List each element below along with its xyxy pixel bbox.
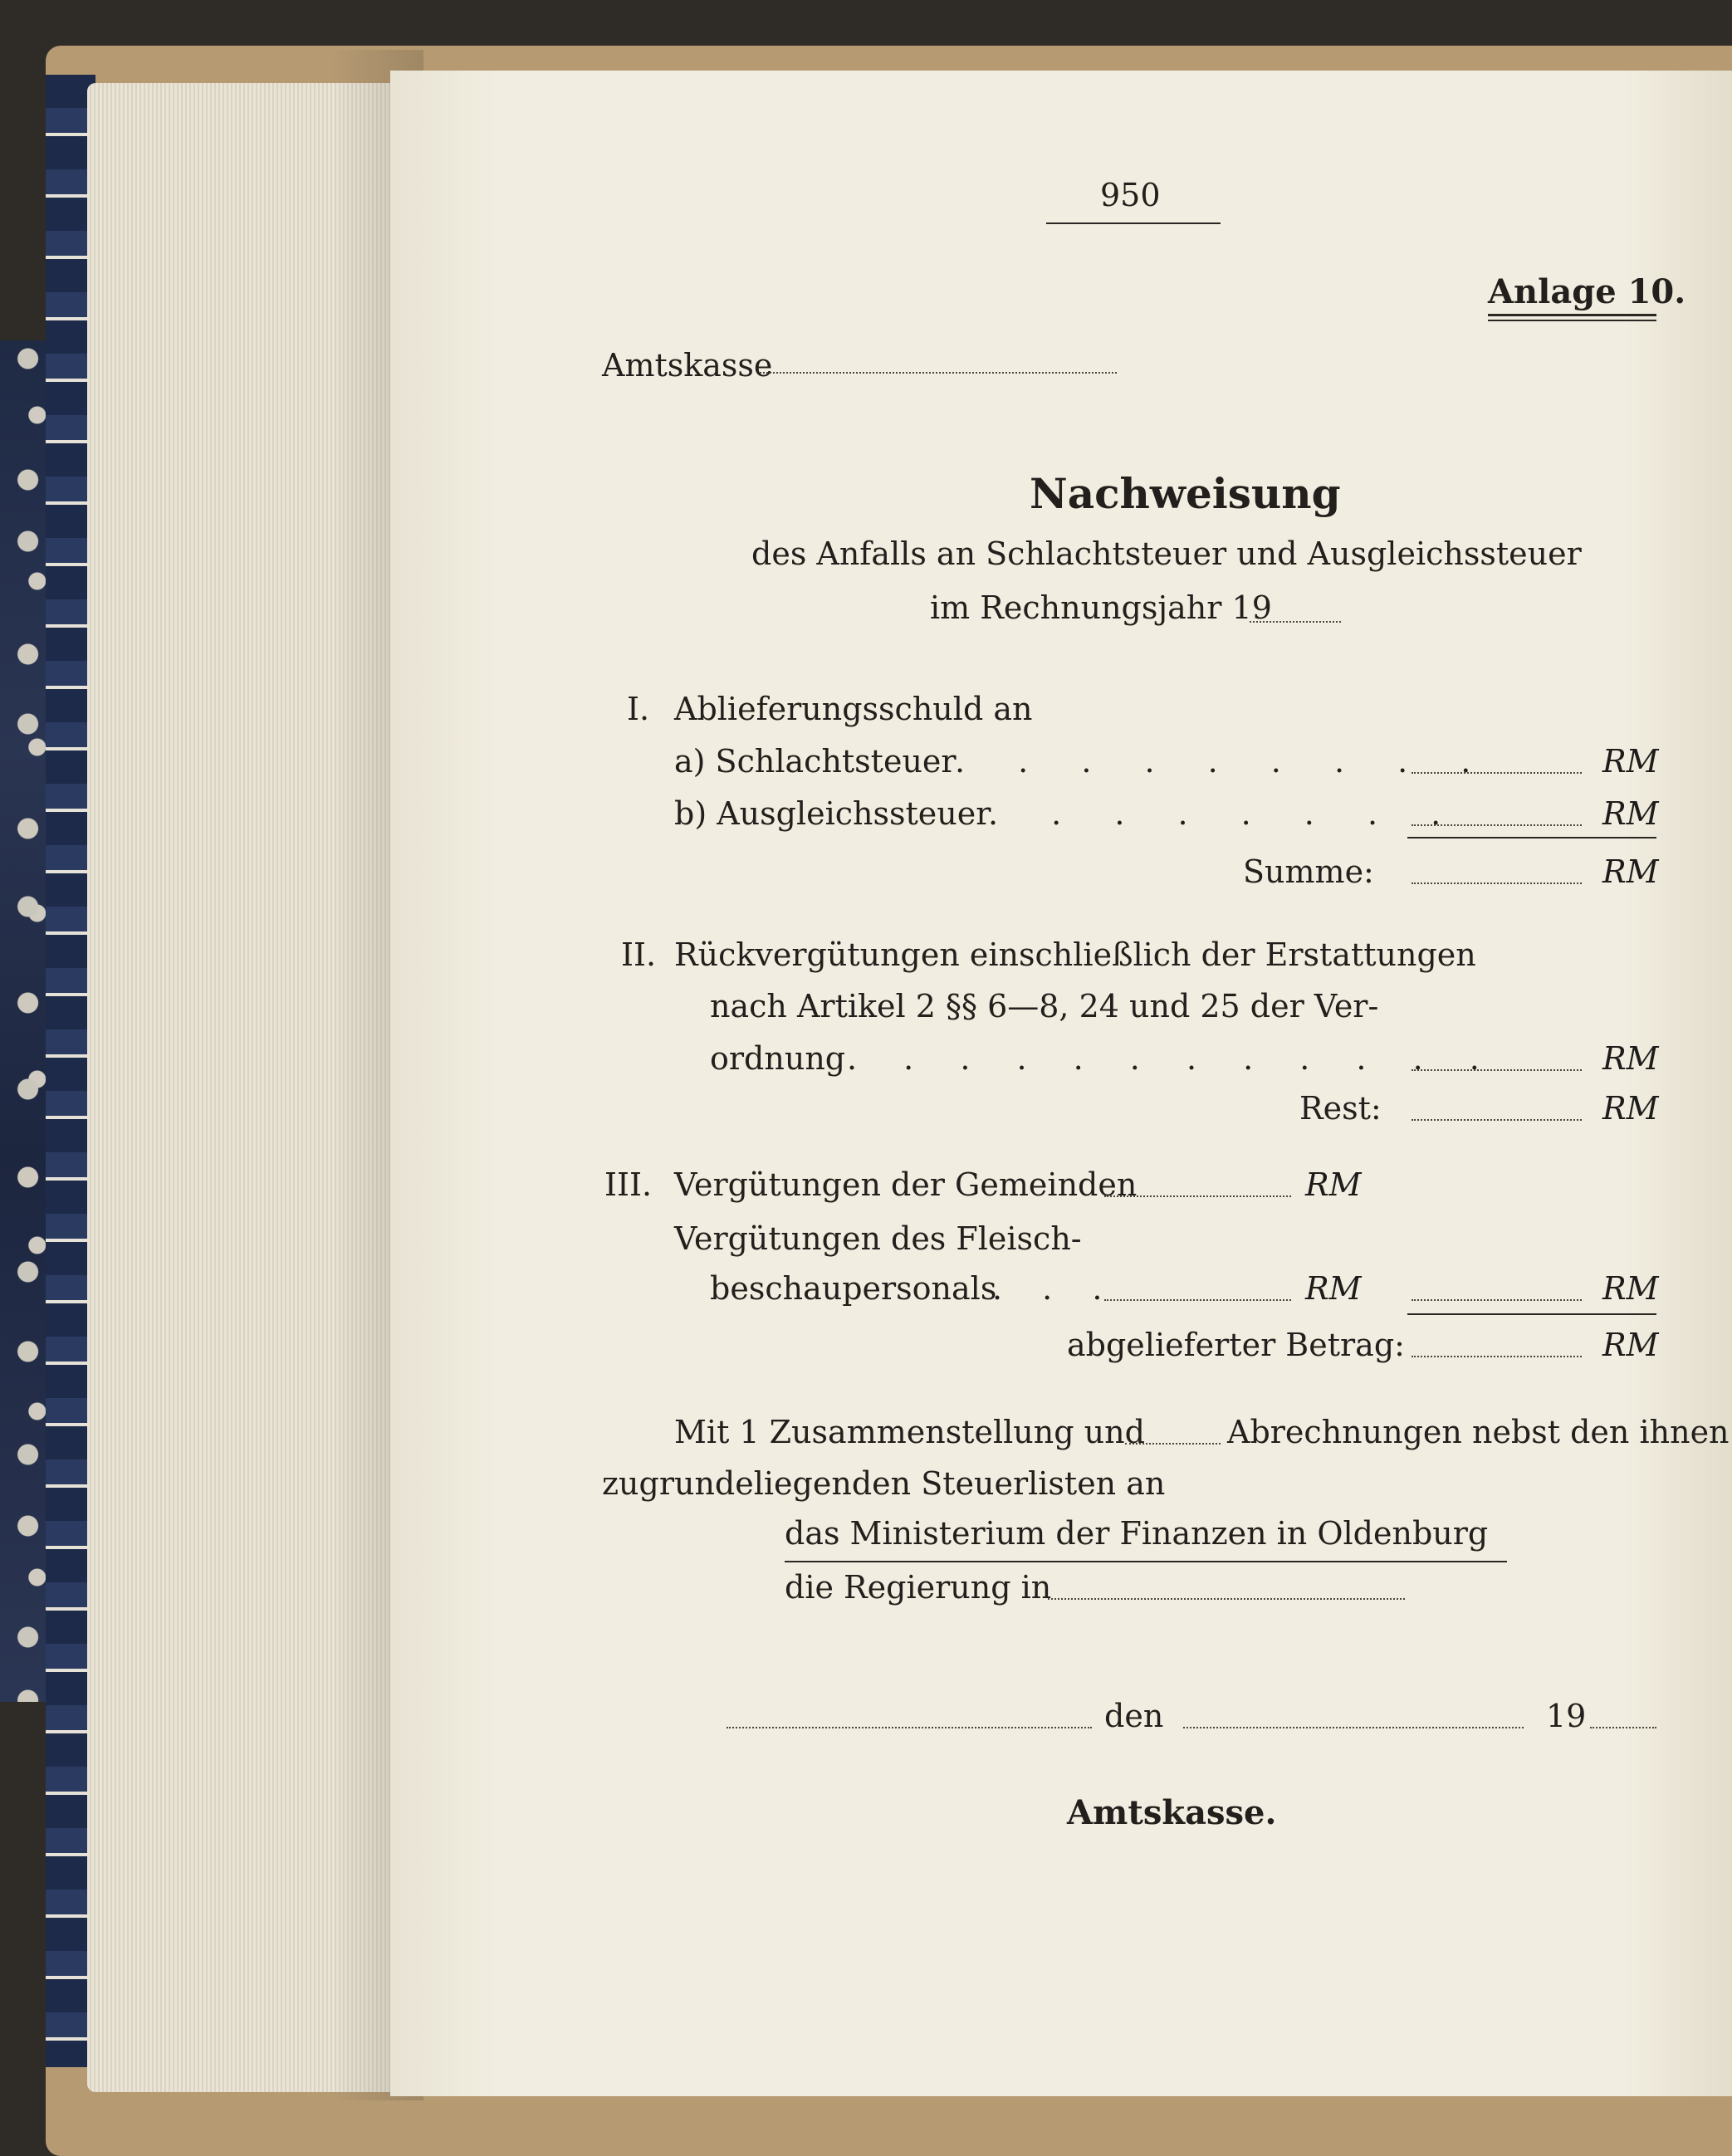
- page-paper: [390, 71, 1732, 2096]
- sum-rule: [1407, 837, 1656, 838]
- currency-rm: RM: [1602, 795, 1659, 832]
- section-III-delivered-label: abgelieferter Betrag:: [1067, 1327, 1405, 1363]
- section-II-line3: ordnung: [710, 1040, 846, 1077]
- section-II-line2: nach Artikel 2 §§ 6—8, 24 und 25 der Ver-: [710, 988, 1379, 1024]
- delivered-amount-field[interactable]: [1412, 1356, 1582, 1357]
- page-number-rule: [1046, 222, 1221, 224]
- section-I-numeral: I.: [627, 691, 650, 727]
- document-subtitle-2: im Rechnungsjahr 19: [930, 589, 1272, 626]
- recipient-government: die Regierung in: [785, 1569, 1052, 1606]
- refunds-amount-field[interactable]: [1412, 1069, 1582, 1071]
- year-suffix-field[interactable]: [1590, 1727, 1656, 1728]
- section-I-heading: Ablieferungsschuld an: [674, 691, 1033, 727]
- date-den: den: [1104, 1698, 1164, 1734]
- closing-line1-a: Mit 1 Zusammenstellung und: [674, 1414, 1145, 1450]
- statements-count-field[interactable]: [1125, 1443, 1221, 1445]
- fiscal-year-field[interactable]: [1250, 621, 1341, 623]
- sum-amount-field[interactable]: [1412, 882, 1582, 884]
- currency-rm: RM: [1602, 743, 1659, 780]
- closing-line1-b: Abrechnungen nebst den ihnen: [1227, 1414, 1730, 1450]
- date-field[interactable]: [1183, 1727, 1524, 1728]
- section-II-leader: . . . . . . . . . . . .: [847, 1040, 1498, 1077]
- document-subtitle-1: des Anfalls an Schlachtsteuer und Ausgleichssteuer: [751, 535, 1582, 572]
- currency-rm: RM: [1305, 1166, 1362, 1203]
- currency-rm: RM: [1305, 1270, 1362, 1307]
- section-III-line3: beschaupersonals: [710, 1270, 997, 1307]
- section-III-numeral: III.: [604, 1166, 653, 1203]
- currency-rm: RM: [1602, 853, 1659, 890]
- inspector-fees-field[interactable]: [1104, 1299, 1291, 1301]
- closing-line2: zugrundeliegenden Steuerlisten an: [602, 1465, 1166, 1502]
- page-number: 950: [1100, 177, 1161, 213]
- recipient-ministry: das Ministerium der Finanzen in Oldenburg: [785, 1515, 1489, 1552]
- date-year: 19: [1546, 1698, 1587, 1734]
- document-page: [390, 71, 1732, 2096]
- section-III-line1: Vergütungen der Gemeinden: [674, 1166, 1138, 1203]
- signature: Amtskasse.: [1067, 1793, 1277, 1832]
- annex-underline-2: [1488, 320, 1656, 321]
- rest-amount-field[interactable]: [1412, 1119, 1582, 1121]
- section-I-item-a-leader: . . . . . . . . .: [955, 743, 1493, 780]
- recipient-separator: [785, 1561, 1507, 1562]
- section-III-line2: Vergütungen des Fleisch-: [674, 1220, 1082, 1257]
- ausgleichssteuer-amount-field[interactable]: [1412, 824, 1582, 826]
- document-title: Nachweisung: [1030, 469, 1341, 518]
- office-field[interactable]: [760, 372, 1117, 374]
- section-I-sum-label: Summe:: [1243, 853, 1374, 890]
- currency-rm: RM: [1602, 1090, 1659, 1127]
- section-III-leader: . . .: [992, 1270, 1118, 1307]
- delivered-rule: [1407, 1313, 1656, 1315]
- place-field[interactable]: [727, 1727, 1092, 1728]
- section-I-item-b: b) Ausgleichssteuer: [674, 795, 991, 832]
- currency-rm: RM: [1602, 1327, 1659, 1363]
- section-II-rest-label: Rest:: [1299, 1090, 1382, 1127]
- annex-label: Anlage 10.: [1488, 272, 1686, 311]
- annex-underline-1: [1488, 314, 1656, 316]
- currency-rm: RM: [1602, 1040, 1659, 1077]
- government-location-field[interactable]: [1048, 1598, 1405, 1600]
- section-II-numeral: II.: [621, 936, 657, 973]
- section-II-line1: Rückvergütungen einschließlich der Erstattungen: [674, 936, 1476, 973]
- office-label: Amtskasse: [602, 347, 773, 384]
- municipal-fees-field[interactable]: [1104, 1195, 1291, 1197]
- currency-rm: RM: [1602, 1270, 1659, 1307]
- section-I-item-b-leader: . . . . . . . .: [988, 795, 1463, 832]
- section-III-total-field[interactable]: [1412, 1299, 1582, 1301]
- section-I-item-a: a) Schlachtsteuer: [674, 743, 957, 780]
- schlachtsteuer-amount-field[interactable]: [1412, 772, 1582, 774]
